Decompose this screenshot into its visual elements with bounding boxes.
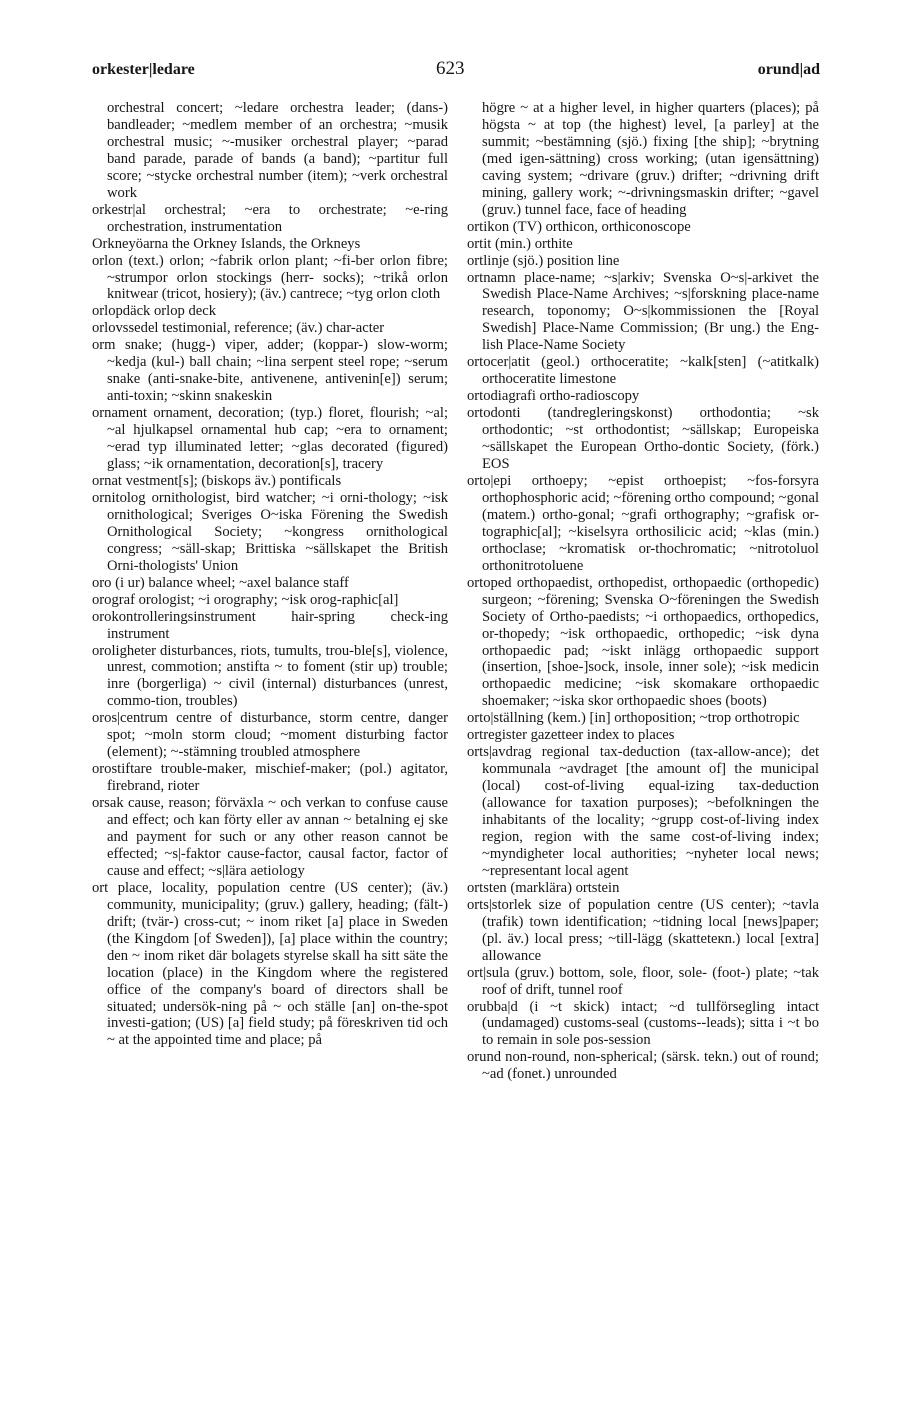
dictionary-entry: orsak cause, reason; förväxla ~ och verkan to confuse cause and effect; och kan förty eller av annan ~ betalning ej ske and payment for such or any other reason cannot be effected; ~s|-faktor cause-factor, causal factor, factor of cause and effect; ~s|lära aetiology bbox=[92, 795, 448, 879]
dictionary-entry: oros|centrum centre of disturbance, storm centre, danger spot; ~moln storm cloud; ~moment disturbing factor (element); ~-stämning troubled atmosphere bbox=[92, 710, 448, 761]
dictionary-entry: orto|epi orthoepy; ~epist orthoepist; ~fos-forsyra orthophosphoric acid; ~förening ortho compound; ~gonal (matem.) ortho-gonal; ~grafi orthography; ~grafisk or-tographic[al]; ~kiselsyra orthosilicic acid; ~klas (min.) orthoclase; ~kromatisk or-thochromatic; ~nitrotoluol orthonitrotoluene bbox=[467, 472, 819, 574]
dictionary-entry: orchestral concert; ~ledare orchestra leader; (dans-) bandleader; ~medlem member of an orchestra; ~musik orchestral music; ~-musiker orchestral player; ~parad band parade, parade of bands (a band); ~partitur full score; ~stycke orchestral number (item); ~verk orchestral work bbox=[107, 100, 448, 201]
dictionary-entry: orund non-round, non-spherical; (särsk. tekn.) out of round; ~ad (fonet.) unrounded bbox=[467, 1049, 819, 1083]
dictionary-entry: ortodonti (tandregleringskonst) orthodontia; ~sk orthodontic; ~st orthodontist; ~sällskap; Europeiska ~sällskapet the European Ortho-dontic Society, (förk.) EOS bbox=[467, 405, 819, 473]
dictionary-entry: orograf orologist; ~i orography; ~isk orog-raphic[al] bbox=[92, 591, 399, 608]
dictionary-entry: ortlinje (sjö.) position line bbox=[467, 252, 620, 269]
dictionary-entry: orto|ställning (kem.) [in] orthoposition; ~trop orthotropic bbox=[467, 710, 800, 727]
dictionary-entry: orokontrolleringsinstrument hair-spring check-ing instrument bbox=[92, 608, 448, 642]
dictionary-entry: ortoped orthopaedist, orthopedist, orthopaedic (orthopedic) surgeon; ~förening; Svenska O~föreningen the Swedish Society of Ortho-paedists; ~i orthopaedics, orthopedics, or-thopedy; ~isk orthopaedic, orthopedic; ~isk dyna orthopaedic pad; ~iskt inlägg orthopaedic support (insertion, [shoe-]sock, insole, inner sole); ~isk medicin orthopaedic medicine; ~isk skomakare orthopaedic shoemaker; ~iska skor orthopaedic shoes (boots) bbox=[467, 574, 819, 710]
right-guideword: orund|ad bbox=[757, 61, 820, 78]
dictionary-entry: ornitolog ornithologist, bird watcher; ~i orni-thology; ~isk ornithological; Sveriges O~iska Förening the Swedish Ornithological Society; ~kongress ornithological congress; ~säll-skap; Brittiska ~sällskapet the British Orni-thologists' Union bbox=[92, 489, 448, 574]
dictionary-entry: orts|avdrag regional tax-deduction (tax-allow-ance); det kommunala ~avdraget [the amount of] the municipal (local) cost-of-living equal-izing tax-deduction (allowance for taxation purposes); ~befolkningen the inhabitants of the locality; ~grupp cost-of-living index region, region with the same cost-of-living index; ~myndigheter local authorities; ~nyheter local news; ~representant local agent bbox=[467, 744, 819, 879]
dictionary-entry: orkestr|al orchestral; ~era to orchestrate; ~e-ring orchestration, instrumentation bbox=[92, 201, 448, 235]
dictionary-entry: ort|sula (gruv.) bottom, sole, floor, sole- (foot-) plate; ~tak roof of drift, tunnel roof bbox=[467, 964, 819, 998]
dictionary-entry: ortocer|atit (geol.) orthoceratite; ~kalk[sten] (~atitkalk) orthoceratite limestone bbox=[467, 354, 819, 388]
dictionary-entry: oro (i ur) balance wheel; ~axel balance staff bbox=[92, 574, 349, 591]
dictionary-entry: högre ~ at a higher level, in higher quarters (places); på högsta ~ at top (the highest) level, [a parley] at the summit; ~bestämning (sjö.) fixing [the ship]; ~brytning (med igen-sättning) cross working; (utan igensättning) caving system; ~drivare (gruv.) drifter; ~drivning drift mining, gallery work; ~-drivningsmaskin drifter; ~gavel (gruv.) tunnel face, face of heading bbox=[482, 100, 819, 218]
dictionary-entry: ortodiagrafi ortho-radioscopy bbox=[467, 388, 640, 405]
dictionary-entry: orts|storlek size of population centre (US center); ~tavla (trafik) town identification; ~tidning local [news]paper; (pl. äv.) local press; ~till-lägg (skatteteкn.) local [extra] allowance bbox=[467, 896, 819, 964]
page-number: 623 bbox=[436, 58, 465, 79]
dictionary-entry: ornat vestment[s]; (biskops äv.) pontificals bbox=[92, 472, 342, 489]
left-guideword: orkester|ledare bbox=[92, 61, 195, 78]
dictionary-entry: orubba|d (i ~t skick) intact; ~d tullförsegling intact (undamaged) customs-seal (customs--leads); sitta i ~t bo to remain in sole pos-session bbox=[467, 998, 819, 1049]
dictionary-entry: orm snake; (hugg-) viper, adder; (koppar-) slow-worm; ~kedja (kul-) ball chain; ~lina serpent steel rope; ~serum snake (anti-snake-bite, antivenene, antivenin[e]) serum; anti-toxin; ~skinn snakeskin bbox=[92, 337, 448, 405]
dictionary-entry: ortregister gazetteer index to places bbox=[467, 727, 675, 744]
dictionary-entry: oroligheter disturbances, riots, tumults, trou-ble[s], violence, unrest, commotion; anstifta ~ to foment (stir up) trouble; inre (borgerliga) ~ civil (internal) disturbances (unrest, commo-tion, troubles) bbox=[92, 642, 448, 710]
dictionary-entry: Orkneyöarna the Orkney Islands, the Orkneys bbox=[92, 235, 361, 252]
dictionary-entry: orlopdäck orlop deck bbox=[92, 303, 217, 320]
left-column bbox=[92, 100, 448, 1049]
dictionary-entry: ortikon (TV) orthicon, orthiconoscope bbox=[467, 218, 691, 235]
right-column bbox=[467, 100, 819, 1083]
dictionary-entry: ort place, locality, population centre (US center); (äv.) community, municipality; (gruv.) gallery, heading; (fält-) drift; (tvär-) cross-cut; ~ inom riket [a] place in Sweden (the Kingdom [of Sweden]), [a] place within the country; den ~ inom riket där bolagets styrelse skall ha sitt säte the location (place) in the Kingdom where the registered office of the company's board of directors shall be situated; undersök-ning på ~ och ställe [an] on-the-spot investi-gation; (US) [a] field study; på föreskriven tid och ~ at the appointed time and place; på bbox=[92, 879, 448, 1049]
dictionary-entry: ortit (min.) orthite bbox=[467, 235, 573, 252]
dictionary-entry: orlovssedel testimonial, reference; (äv.) char-acter bbox=[92, 320, 385, 337]
dictionary-entry: orostiftare trouble-maker, mischief-maker; (pol.) agitator, firebrand, rioter bbox=[92, 761, 448, 795]
dictionary-entry: ortnamn place-name; ~s|arkiv; Svenska O~s|-arkivet the Swedish Place-Name Archives; ~s|forskning place-name research, toponomy; O~s|kommissionen the [Royal Swedish] Place-Name Commission; (Br ung.) the Eng-lish Place-Name Society bbox=[467, 269, 819, 354]
dictionary-entry: orlon (text.) orlon; ~fabrik orlon plant; ~fi-ber orlon fibre; ~strumpor orlon stockings (herr- socks); ~trikå orlon knitwear (tricot, hosiery); (äv.) cantrece; ~tyg orlon cloth bbox=[92, 252, 448, 303]
dictionary-entry: ornament ornament, decoration; (typ.) floret, flourish; ~al; ~al hjulkapsel ornamental hub cap; ~era to ornament; ~erad typ illuminated letter; ~glas decorated (figured) glass; ~ik ornamentation, decoration[s], tracery bbox=[92, 405, 448, 473]
dictionary-entry: ortsten (marklära) ortstein bbox=[467, 879, 620, 896]
